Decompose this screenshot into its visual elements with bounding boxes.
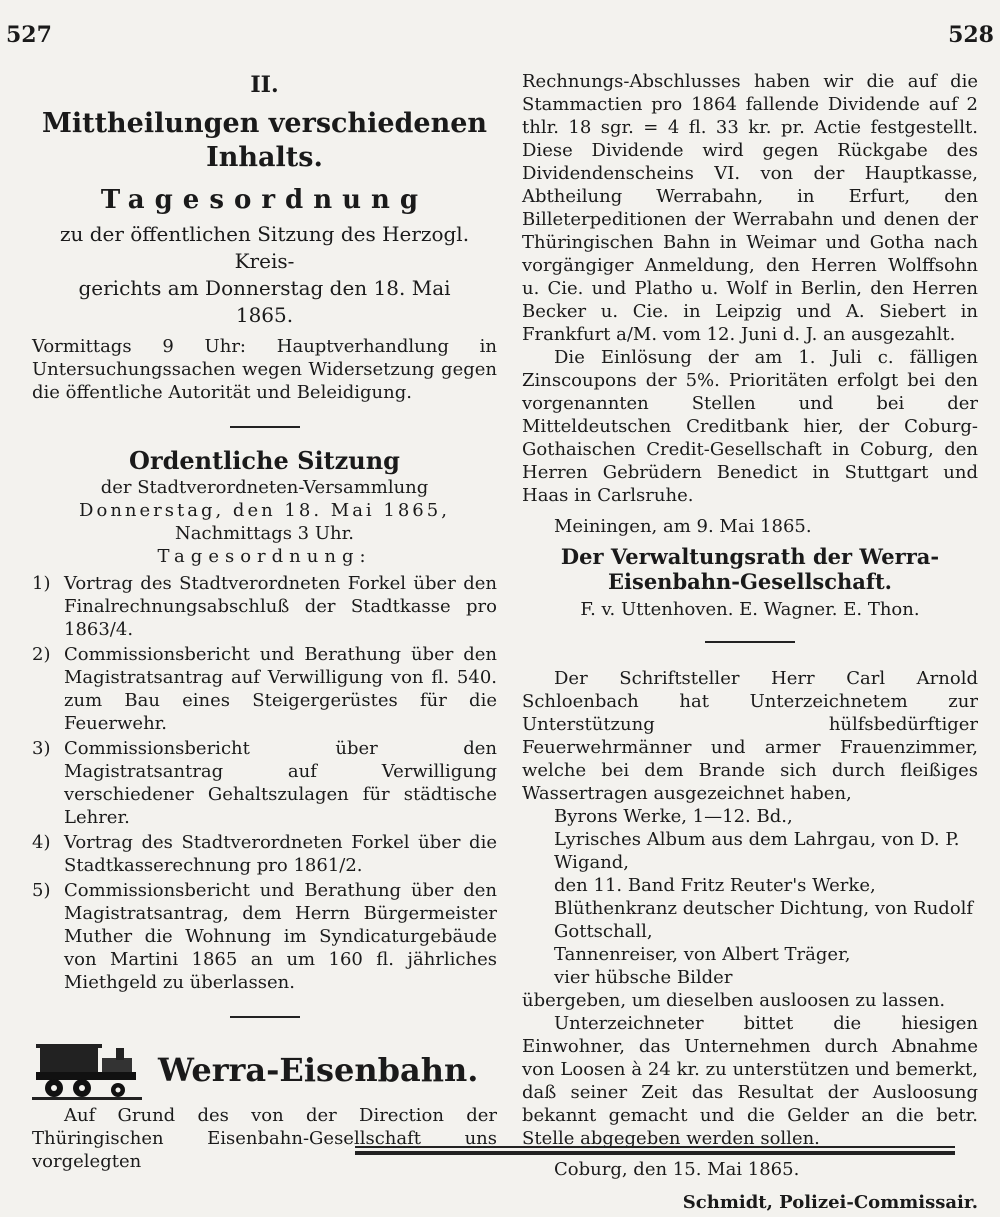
donation-date: Coburg, den 15. Mai 1865.	[554, 1159, 800, 1180]
item-text: Commissionsbericht über den Magistratsantrag auf Verwilligung verschiedener Gehaltszulagen für städtische Lehrer.	[64, 738, 497, 828]
rail-board: Der Verwaltungsrath der Werra-Eisenbahn-Gesellschaft.	[560, 544, 940, 594]
right-column	[522, 70, 978, 1214]
rail-body-start: Auf Grund des von der Direction der Thüringischen Eisenbahn-Gesellschaft uns vorgelegten	[32, 1105, 497, 1172]
divider	[705, 641, 795, 643]
list-item	[32, 643, 497, 735]
divider	[230, 1016, 300, 1018]
item-number: 4)	[32, 832, 51, 853]
rail-title: Werra-Eisenbahn.	[158, 1050, 479, 1089]
agenda2-title: Ordentliche Sitzung	[129, 446, 400, 475]
locomotive-icon	[32, 1040, 142, 1100]
section-title: Mittheilungen verschiedenen Inhalts.	[41, 108, 488, 173]
donation-outro: übergeben, um dieselben ausloosen zu lassen.	[522, 990, 946, 1011]
donation-list	[522, 805, 978, 989]
divider	[230, 426, 300, 428]
item-text: Commissionsbericht und Berathung über den Magistratsantrag auf Verwilligung von fl. 540. zum Bau eines Steigergerüstes für die Feuerwehr.	[64, 644, 497, 734]
rail-date: Meiningen, am 9. Mai 1865.	[554, 516, 812, 537]
footer-rule-thin	[355, 1146, 955, 1148]
agenda1-subtitle-1: zu der öffentlichen Sitzung des Herzogl. Kreis-	[59, 222, 470, 273]
list-item: vier hübsche Bilder	[554, 967, 733, 988]
agenda2-line-1: der Stadtverordneten-Versammlung	[100, 477, 429, 498]
page-number-right: 528	[948, 22, 994, 48]
item-number: 3)	[32, 738, 51, 759]
footer-rule-thick	[355, 1151, 955, 1155]
agenda2-items	[32, 572, 497, 994]
agenda2-line-3: Nachmittags 3 Uhr.	[175, 523, 354, 544]
agenda2-line-2: Donnerstag, den 18. Mai 1865,	[79, 500, 450, 521]
donation-appeal: Unterzeichneter bittet die hiesigen Einwohner, das Unternehmen durch Abnahme von Loosen à 24 kr. zu unterstützen und bemerkt, daß seiner Zeit das Resultat der Ausloosung bekannt gemacht und die Gelder an die betr. Stelle abgegeben werden sollen.	[522, 1013, 978, 1149]
rail-heading-row	[32, 1040, 497, 1100]
item-text: Vortrag des Stadtverordneten Forkel über den Finalrechnungsabschluß der Stadtkasse pro 1863/4.	[64, 573, 497, 640]
section-number: II.	[250, 72, 279, 98]
list-item	[32, 737, 497, 829]
list-item: den 11. Band Fritz Reuter's Werke,	[554, 875, 876, 896]
list-item: Lyrisches Album aus dem Lahrgau, von D. P. Wigand,	[554, 829, 960, 873]
list-item: Blüthenkranz deutscher Dichtung, von Rudolf Gottschall,	[554, 898, 974, 942]
agenda1-subtitle-2: gerichts am Donnerstag den 18. Mai	[78, 276, 451, 300]
list-item: Byrons Werke, 1—12. Bd.,	[554, 806, 793, 827]
item-number: 2)	[32, 644, 51, 665]
rail-continued: Rechnungs-Abschlusses haben wir die auf die Stammactien pro 1864 fallende Dividende auf 2 thlr. 18 sgr. = 4 fl. 33 kr. pr. Actie festgestellt. Diese Dividende wird gegen Rückgabe des Dividendenscheins VI. von der Hauptkasse, Abtheilung Werrabahn, in Erfurt, den Billeterpeditionen der Werrabahn und denen der Thüringischen Bahn in Weimar und Gotha nach vorgängiger Anmeldung, den Herren Wolffsohn u. Cie. und Platho u. Wolf in Berlin, den Herren Becker u. Cie. in Leipzig und A. Siebert in Frankfurt a/M. vom 12. Juni d. J. an ausgezahlt.	[522, 71, 978, 345]
list-item	[32, 572, 497, 641]
donation-signature: Schmidt, Polizei-Commissair.	[682, 1192, 978, 1213]
agenda1-title: Tagesordnung	[100, 185, 429, 215]
agenda2-heading: Tagesordnung:	[157, 546, 372, 567]
item-text: Vortrag des Stadtverordneten Forkel über die Stadtkasserechnung pro 1861/2.	[64, 832, 497, 876]
list-item: Tannenreiser, von Albert Träger,	[554, 944, 851, 965]
page-number-left: 527	[6, 22, 52, 48]
item-number: 1)	[32, 573, 51, 594]
rail-coupons: Die Einlösung der am 1. Juli c. fälligen Zinscoupons der 5%. Prioritäten erfolgt bei den vorgenannten Stellen und bei der Mitteldeutschen Creditbank hier, der Coburg-Gothaischen Credit-Gesellschaft in Coburg, den Herren Gebrüdern Benedict in Stuttgart und Haas in Carlsruhe.	[522, 347, 978, 506]
item-number: 5)	[32, 880, 51, 901]
item-text: Commissionsbericht und Berathung über den Magistratsantrag, dem Herrn Bürgermeister Muther die Wohnung im Syndicaturgebäude von Martini 1865 an um 160 fl. jährliches Miethgeld zu überlassen.	[64, 880, 497, 993]
agenda1-subtitle-3: 1865.	[235, 303, 294, 327]
agenda1-body: Vormittags 9 Uhr: Hauptverhandlung in Untersuchungssachen wegen Widersetzung gegen die öffentliche Autorität und Beleidigung.	[32, 336, 497, 403]
donation-intro: Der Schriftsteller Herr Carl Arnold Schloenbach hat Unterzeichnetem zur Unterstützung hülfsbedürftiger Feuerwehrmänner und armer Frauenzimmer, welche bei dem Brande sich durch fleißiges Wassertragen ausgezeichnet haben,	[522, 668, 978, 804]
rail-names: F. v. Uttenhoven. E. Wagner. E. Thon.	[580, 599, 920, 620]
left-column	[32, 70, 497, 1173]
list-item	[32, 879, 497, 994]
list-item	[32, 831, 497, 877]
